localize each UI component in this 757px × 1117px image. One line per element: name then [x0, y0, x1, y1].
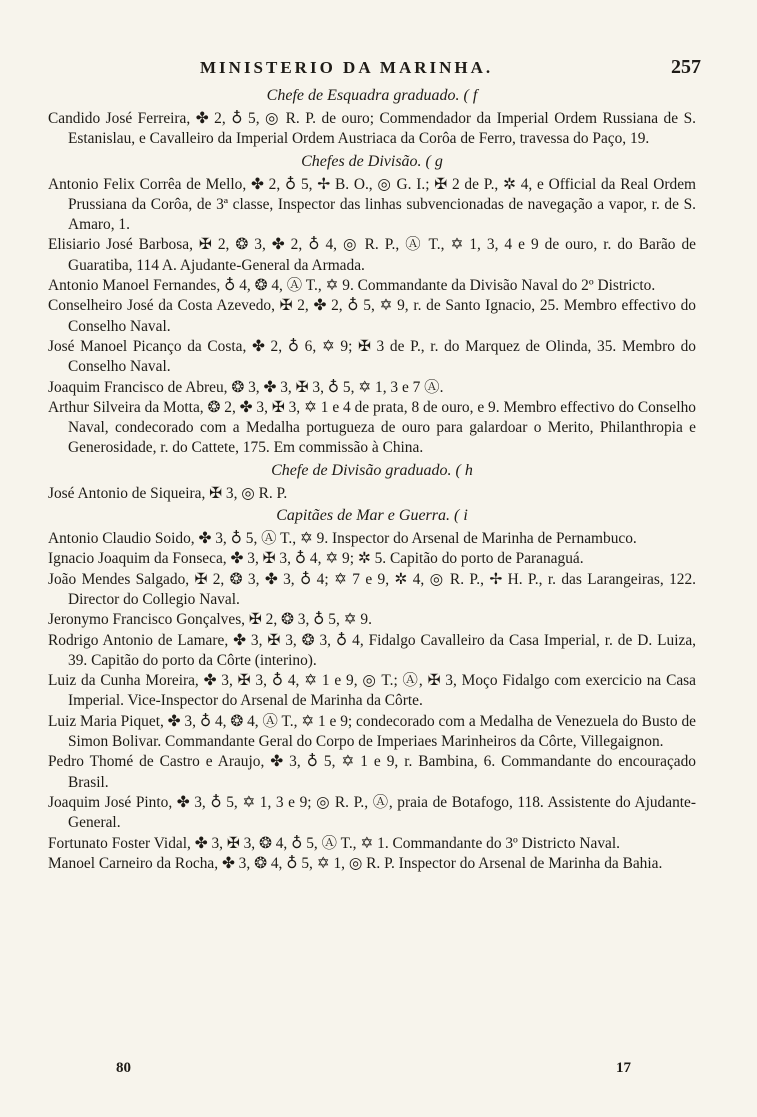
entry: Candido José Ferreira, ✤ 2, ♁ 5, ◎ R. P. de ouro; Commendador da Imperial Ordem Russiana de S. Estanislau, e Cavalleiro da Imperial Ordem Austriaca da Corôa de Ferro, travessa do Paço, 19. [48, 110, 696, 148]
page-number: 257 [671, 56, 701, 78]
entry: Manoel Carneiro da Rocha, ✤ 3, ❂ 4, ♁ 5, ✡ 1, ◎ R. P. Inspector do Arsenal de Marinha da Bahia. [48, 854, 663, 872]
page-footer [0, 1056, 757, 1080]
entry: José Manoel Picanço da Costa, ✤ 2, ♁ 6, ✡ 9; ✠ 3 de P., r. do Marquez de Olinda, 35. Membro do Conselho Naval. [48, 337, 696, 376]
entry: Luiz da Cunha Moreira, ✤ 3, ✠ 3, ♁ 4, ✡ 1 e 9, ◎ T.; Ⓐ, ✠ 3, Moço Fidalgo com exercicio na Casa Imperial. Vice-Inspector do Arsenal de Marinha da Côrte. [48, 672, 696, 710]
entry: Antonio Claudio Soido, ✤ 3, ♁ 5, Ⓐ T., ✡ 9. Inspector do Arsenal de Marinha de Pernambuco. [48, 530, 637, 548]
entry: Fortunato Foster Vidal, ✤ 3, ✠ 3, ❂ 4, ♁ 5, Ⓐ T., ✡ 1. Commandante do 3º Districto Naval. [48, 834, 620, 852]
signature-mark-left: 80 [116, 1060, 131, 1076]
entry: Arthur Silveira da Motta, ❂ 2, ✤ 3, ✠ 3, ✡ 1 e 4 de prata, 8 de ouro, e 9. Membro effectivo do Conselho Naval, condecorado com a Medalha portugueza de ouro para galardoar o Merito, Philanthropia e Generosidade, r. do Cattete, 175. Em commissão à China. [48, 398, 696, 457]
entry: Antonio Manoel Fernandes, ♁ 4, ❂ 4, Ⓐ T., ✡ 9. Commandante da Divisão Naval do 2º Districto. [48, 277, 656, 295]
page-header [0, 52, 757, 82]
entry: Antonio Felix Corrêa de Mello, ✤ 2, ♁ 5, ✢ B. O., ◎ G. I.; ✠ 2 de P., ✲ 4, e Official da Real Ordem Prussiana da Corôa, de 3ª classe, Inspector das linhas subvencionadas de navegação a vapor, r. de S. Amaro, 1. [48, 175, 696, 234]
section-heading-chefes-divisao: Chefes de Divisão. ( g [301, 152, 443, 170]
entry: Conselheiro José da Costa Azevedo, ✠ 2, ✤ 2, ♁ 5, ✡ 9, r. de Santo Ignacio, 25. Membro effectivo do Conselho Naval. [48, 297, 696, 335]
entry: João Mendes Salgado, ✠ 2, ❂ 3, ✤ 3, ♁ 4; ✡ 7 e 9, ✲ 4, ◎ R. P., ✢ H. P., r. das Larangeiras, 122. Director do Collegio Naval. [48, 570, 696, 608]
entry: José Antonio de Siqueira, ✠ 3, ◎ R. P. [48, 484, 288, 502]
entry: Ignacio Joaquim da Fonseca, ✤ 3, ✠ 3, ♁ 4, ✡ 9; ✲ 5. Capitão do porto de Paranaguá. [48, 550, 584, 568]
entry: Joaquim Francisco de Abreu, ❂ 3, ✤ 3, ✠ 3, ♁ 5, ✡ 1, 3 e 7 Ⓐ. [48, 378, 444, 396]
section-heading-chefe-esquadra: Chefe de Esquadra graduado. ( f [266, 87, 478, 104]
entry: Rodrigo Antonio de Lamare, ✤ 3, ✠ 3, ❂ 3, ♁ 4, Fidalgo Cavalleiro da Casa Imperial, r. de D. Luiza, 39. Capitão do porto da Côrte (interino). [48, 631, 696, 669]
running-title: MINISTERIO DA MARINHA. [200, 58, 494, 77]
entry: Pedro Thomé de Castro e Araujo, ✤ 3, ♁ 5, ✡ 1 e 9, r. Bambina, 6. Commandante do encouraçado Brasil. [48, 753, 696, 791]
section-heading-chefe-divisao-graduado: Chefe de Divisão graduado. ( h [271, 461, 473, 479]
entry: Elisiario José Barbosa, ✠ 2, ❂ 3, ✤ 2, ♁ 4, ◎ R. P., Ⓐ T., ✡ 1, 3, 4 e 9 de ouro, r. do Barão de Guaratiba, 114 A. Ajudante-General da Armada. [48, 236, 696, 274]
entry: Jeronymo Francisco Gonçalves, ✠ 2, ❂ 3, ♁ 5, ✡ 9. [48, 611, 372, 629]
entry: Joaquim José Pinto, ✤ 3, ♁ 5, ✡ 1, 3 e 9; ◎ R. P., Ⓐ, praia de Botafogo, 118. Assistente do Ajudante-General. [48, 793, 696, 832]
entry: Luiz Maria Piquet, ✤ 3, ♁ 4, ❂ 4, Ⓐ T., ✡ 1 e 9; condecorado com a Medalha de Venezuela do Busto de Simon Bolivar. Commandante Geral do Corpo de Imperiaes Marinheiros da Côrte, Villegaignon. [48, 712, 696, 751]
page-body [48, 84, 696, 874]
signature-mark-right: 17 [616, 1060, 631, 1076]
section-heading-capitaes-mar-guerra: Capitães de Mar e Guerra. ( i [276, 507, 468, 525]
